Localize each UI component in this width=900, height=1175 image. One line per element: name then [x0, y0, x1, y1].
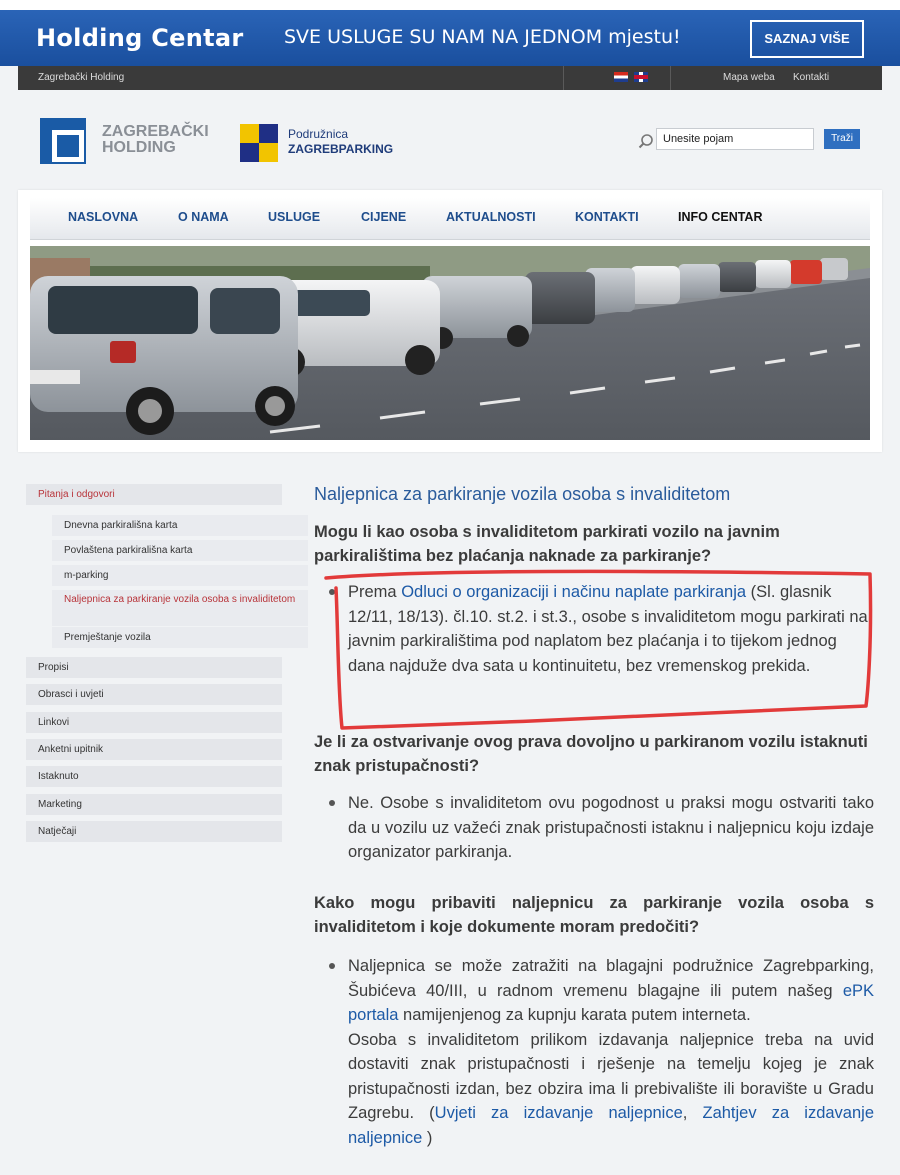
sidebar-subitem-dnevna-karta[interactable]: Dnevna parkirališna karta	[52, 515, 308, 536]
zagrebparking-wordmark	[288, 127, 393, 157]
answer-text: (Sl. glasnik 12/11, 18/13). čl.10. st.2. i st.3., osobe s invaliditetom mogu parkirati na javnim parkiralištima pod naplatom bez plaćanja i to tijekom jednog dana najduže dva sata u kontinuitetu, bez vremenskog prekida.	[348, 583, 868, 675]
sidebar-subitem-naljepnica[interactable]: Naljepnica za parkiranje vozila osoba s invaliditetom	[52, 590, 308, 626]
answer-paragraph	[348, 1028, 874, 1151]
divider	[670, 66, 671, 90]
main-navigation	[30, 198, 870, 240]
answer-text: )	[422, 1128, 433, 1147]
branch-name: ZAGREBPARKING	[288, 142, 394, 156]
sidebar-item-anketni-upitnik[interactable]: Anketni upitnik	[26, 739, 282, 760]
sidebar-item-pitanja-i-odgovori[interactable]: Pitanja i odgovori	[26, 484, 282, 505]
sidebar-subitem-povlastena-karta[interactable]: Povlaštena parkirališna karta	[52, 540, 308, 561]
divider	[563, 66, 564, 90]
zahtjev-link[interactable]: Zahtjev za izdavanje naljepnice	[348, 1104, 874, 1147]
search-button[interactable]: Traži	[824, 129, 860, 149]
bullet	[329, 963, 335, 969]
nav-usluge[interactable]: USLUGE	[268, 210, 321, 224]
page-title: Naljepnica za parkiranje vozila osoba s invaliditetom	[314, 484, 731, 504]
sidebar-item-natjecaji[interactable]: Natječaji	[26, 821, 282, 842]
nav-kontakti[interactable]: KONTAKTI	[575, 210, 639, 224]
question-3: Kako mogu pribaviti naljepnicu za parkiranje vozila osoba s invaliditetom i koje dokumente moram predočiti?	[314, 894, 874, 936]
english-flag-icon[interactable]	[634, 72, 648, 82]
answer-text: ,	[682, 1104, 703, 1122]
parked-cars-photo	[30, 246, 870, 440]
answer-text: Ne. Osobe s invaliditetom ovu pogodnost u praksi mogu ostvariti tako da u vozilu uz važeći znak pristupačnosti istaknu i naljepnicu koju izdaje organizator parkiranja.	[348, 794, 874, 861]
sidebar-item-marketing[interactable]: Marketing	[26, 794, 282, 815]
nav-info-centar[interactable]: INFO CENTAR	[678, 210, 763, 224]
answer-text: Prema	[348, 583, 402, 601]
answer-1	[348, 580, 874, 678]
site-header	[18, 90, 882, 190]
top-banner	[0, 0, 900, 66]
nav-naslovna[interactable]: NASLOVNA	[68, 210, 139, 224]
search-icon	[638, 133, 654, 149]
zagrebacki-holding-logo[interactable]	[40, 118, 86, 164]
branch-label: Podružnica	[288, 127, 349, 141]
nav-o-nama[interactable]: O NAMA	[178, 210, 229, 224]
holding-centar-logo[interactable]: Holding Centar	[36, 24, 244, 52]
croatian-flag-icon[interactable]	[614, 72, 628, 82]
hero-image-parked-cars	[30, 246, 870, 440]
kontakti-link[interactable]: Kontakti	[793, 72, 830, 83]
saznaj-vise-button[interactable]: SAZNAJ VIŠE	[750, 20, 864, 58]
hero-section	[18, 190, 882, 452]
answer-text: Osoba s invaliditetom prilikom izdavanja naljepnice treba na uvid dostaviti znak pristupačnosti i rješenje na temelju kojeg je znak pristupačnosti izdan, bez obzira ima li prebivalište ili boravište u Gradu Zagrebu. (	[348, 1030, 874, 1122]
answer-3	[348, 954, 874, 1150]
sidebar-subitem-premjestanje-vozila[interactable]: Premještanje vozila	[52, 627, 308, 648]
bullet	[329, 589, 335, 595]
answer-text: Naljepnica se može zatražiti na blagajni podružnice Zagrebparking, Šubićeva 40/III, u radnom vremenu blagajne ili putem našeg	[348, 957, 874, 1000]
zagrebacki-holding-link[interactable]: Zagrebački Holding	[38, 72, 125, 83]
bullet	[329, 800, 335, 806]
nav-aktualnosti[interactable]: AKTUALNOSTI	[446, 210, 536, 224]
search-input[interactable]	[656, 128, 814, 150]
mapa-weba-link[interactable]: Mapa weba	[723, 72, 775, 83]
banner-tagline: SVE USLUGE SU NAM NA JEDNOM mjestu!	[284, 26, 681, 48]
logo-line: ZAGREBAČKI	[102, 123, 209, 140]
sidebar-item-propisi[interactable]: Propisi	[26, 657, 282, 678]
language-switcher	[614, 72, 648, 82]
epk-portal-link[interactable]: ePK portala	[348, 981, 874, 1024]
nav-cijene[interactable]: CIJENE	[361, 210, 407, 224]
zagrebacki-holding-wordmark	[102, 124, 209, 156]
sidebar-item-istaknuto[interactable]: Istaknuto	[26, 766, 282, 787]
odluka-link[interactable]: Odluci o organizaciji i načinu naplate parkiranja	[401, 583, 747, 601]
answer-text: namijenjenog za kupnju karata putem interneta.	[398, 1006, 751, 1024]
sidebar-item-obrasci[interactable]: Obrasci i uvjeti	[26, 684, 282, 705]
uvjeti-link[interactable]: Uvjeti za izdavanje naljepnice	[434, 1104, 683, 1122]
answer-2	[348, 791, 874, 865]
zagrebparking-logo[interactable]	[240, 124, 278, 162]
logo-line: HOLDING	[102, 139, 176, 156]
question-2: Je li za ostvarivanje ovog prava dovoljno u parkiranom vozilu istaknuti znak pristupačnosti?	[314, 733, 868, 775]
utility-bar	[0, 66, 900, 90]
sidebar-subitem-m-parking[interactable]: m-parking	[52, 565, 308, 586]
sidebar-item-linkovi[interactable]: Linkovi	[26, 712, 282, 733]
question-1: Mogu li kao osoba s invaliditetom parkirati vozilo na javnim parkiralištima bez plaćanja naknade za parkiranje?	[314, 523, 780, 565]
